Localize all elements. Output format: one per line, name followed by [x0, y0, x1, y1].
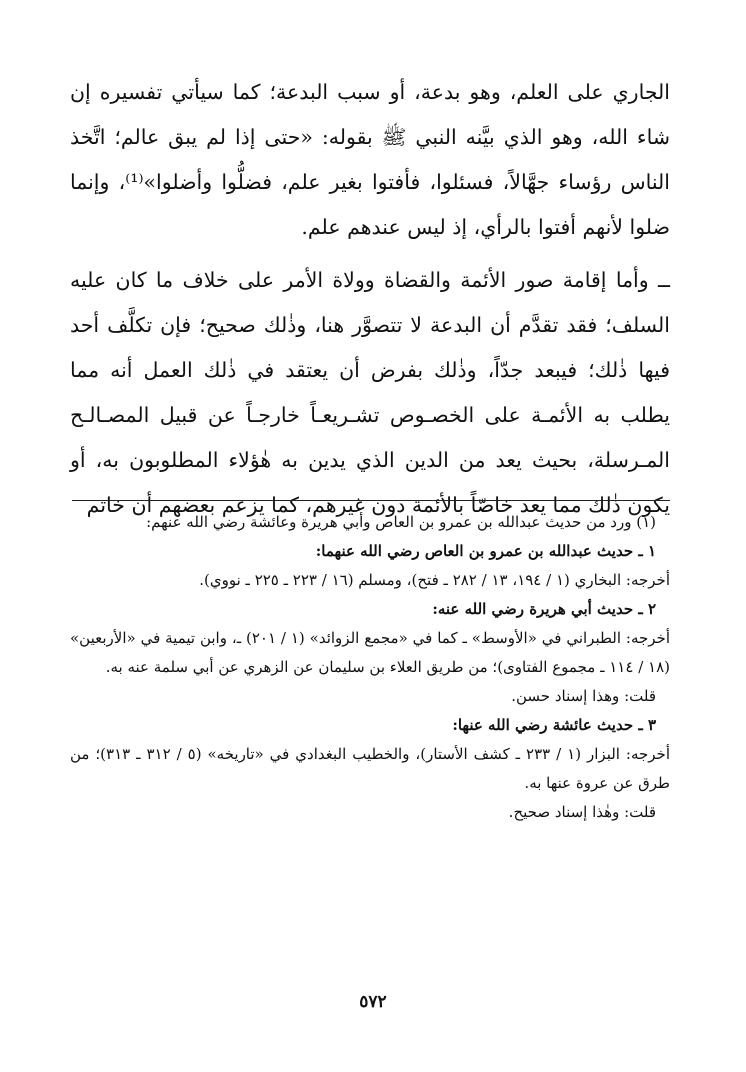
main-paragraph-1: الجاري على العلم، وهو بدعة، أو سبب البدعة؛ كما سيأتي تفسيره إن شاء الله، وهو الذي بيَّنه النبي ﷺ بقوله: «حتى إذا لم يبق عالم؛ اتَّخذ الناس رؤساء جهَّالاً، فسئلوا، فأفتوا بغير علم، فضلُّوا وأضلوا»⁽¹⁾، وإنما ضلوا لأنهم أفتوا بالرأي، إذ ليس عندهم علم. [70, 80, 670, 239]
footnote-heading-1: ١ ـ حديث عبدالله بن عمرو بن العاص رضي الله عنهما: [315, 542, 656, 560]
footnote-text-1: أخرجه: البخاري (١ / ١٩٤، ١٣ / ٢٨٢ ـ فتح)، ومسلم (١٦ / ٢٢٣ ـ ٢٢٥ ـ نووي). [199, 571, 670, 589]
footnote-note-3: قلت: وهٰذا إسناد صحيح. [508, 803, 656, 821]
footnote-text-3: أخرجه: البزار (١ / ٢٣٣ ـ كشف الأستار)، والخطيب البغدادي في «تاريخه» (٥ / ٣١٢ ـ ٣١٣)؛ من طرق عن عروة عنها به. [70, 745, 670, 792]
footnotes-section [70, 508, 670, 827]
main-paragraph-2: ــ وأما إقامة صور الأئمة والقضاة وولاة الأمر على خلاف ما كان عليه السلف؛ فقد تقدَّم أن البدعة لا تتصوَّر هنا، وذٰلك صحيح؛ فإن تكلَّف أحد فيها ذٰلك؛ فيبعد جدّاً، وذٰلك بفرض أن يعتقد في ذٰلك العمل أنه مما يطلب به الأئمـة على الخصـوص تشـريعـاً خارجـاً عن قبيل المصـالـح المـرسلة، بحيث يعد من الدين الذي يدين به هٰؤلاء المطلوبون به، أو يكون ذٰلك مما يعد خاصّاً بالأئمة دون غيرهم، كما يزعم بعضهم أن خاتم [70, 268, 670, 517]
footnote-heading-2: ٢ ـ حديث أبي هريرة رضي الله عنه: [432, 600, 656, 618]
main-body-text [70, 70, 670, 528]
footnote-separator [72, 500, 670, 501]
footnote-note-2: قلت: وهذا إسناد حسن. [511, 687, 656, 705]
footnote-text-2: أخرجه: الطبراني في «الأوسط» ـ كما في «مجمع الزوائد» (١ / ٢٠١) ـ، وابن تيمية في «الأربعين» (١٨ / ١١٤ ـ مجموع الفتاوى)؛ من طريق العلاء بن سليمان عن الزهري عن أبي سلمة عنه به. [70, 629, 671, 676]
footnote-intro: (١) ورد من حديث عبدالله بن عمرو بن العاص وأبي هريرة وعائشة رضي الله عنهم: [146, 513, 656, 531]
page-number: ٥٧٢ [359, 992, 387, 1012]
footnote-heading-3: ٣ ـ حديث عائشة رضي الله عنها: [452, 716, 656, 734]
